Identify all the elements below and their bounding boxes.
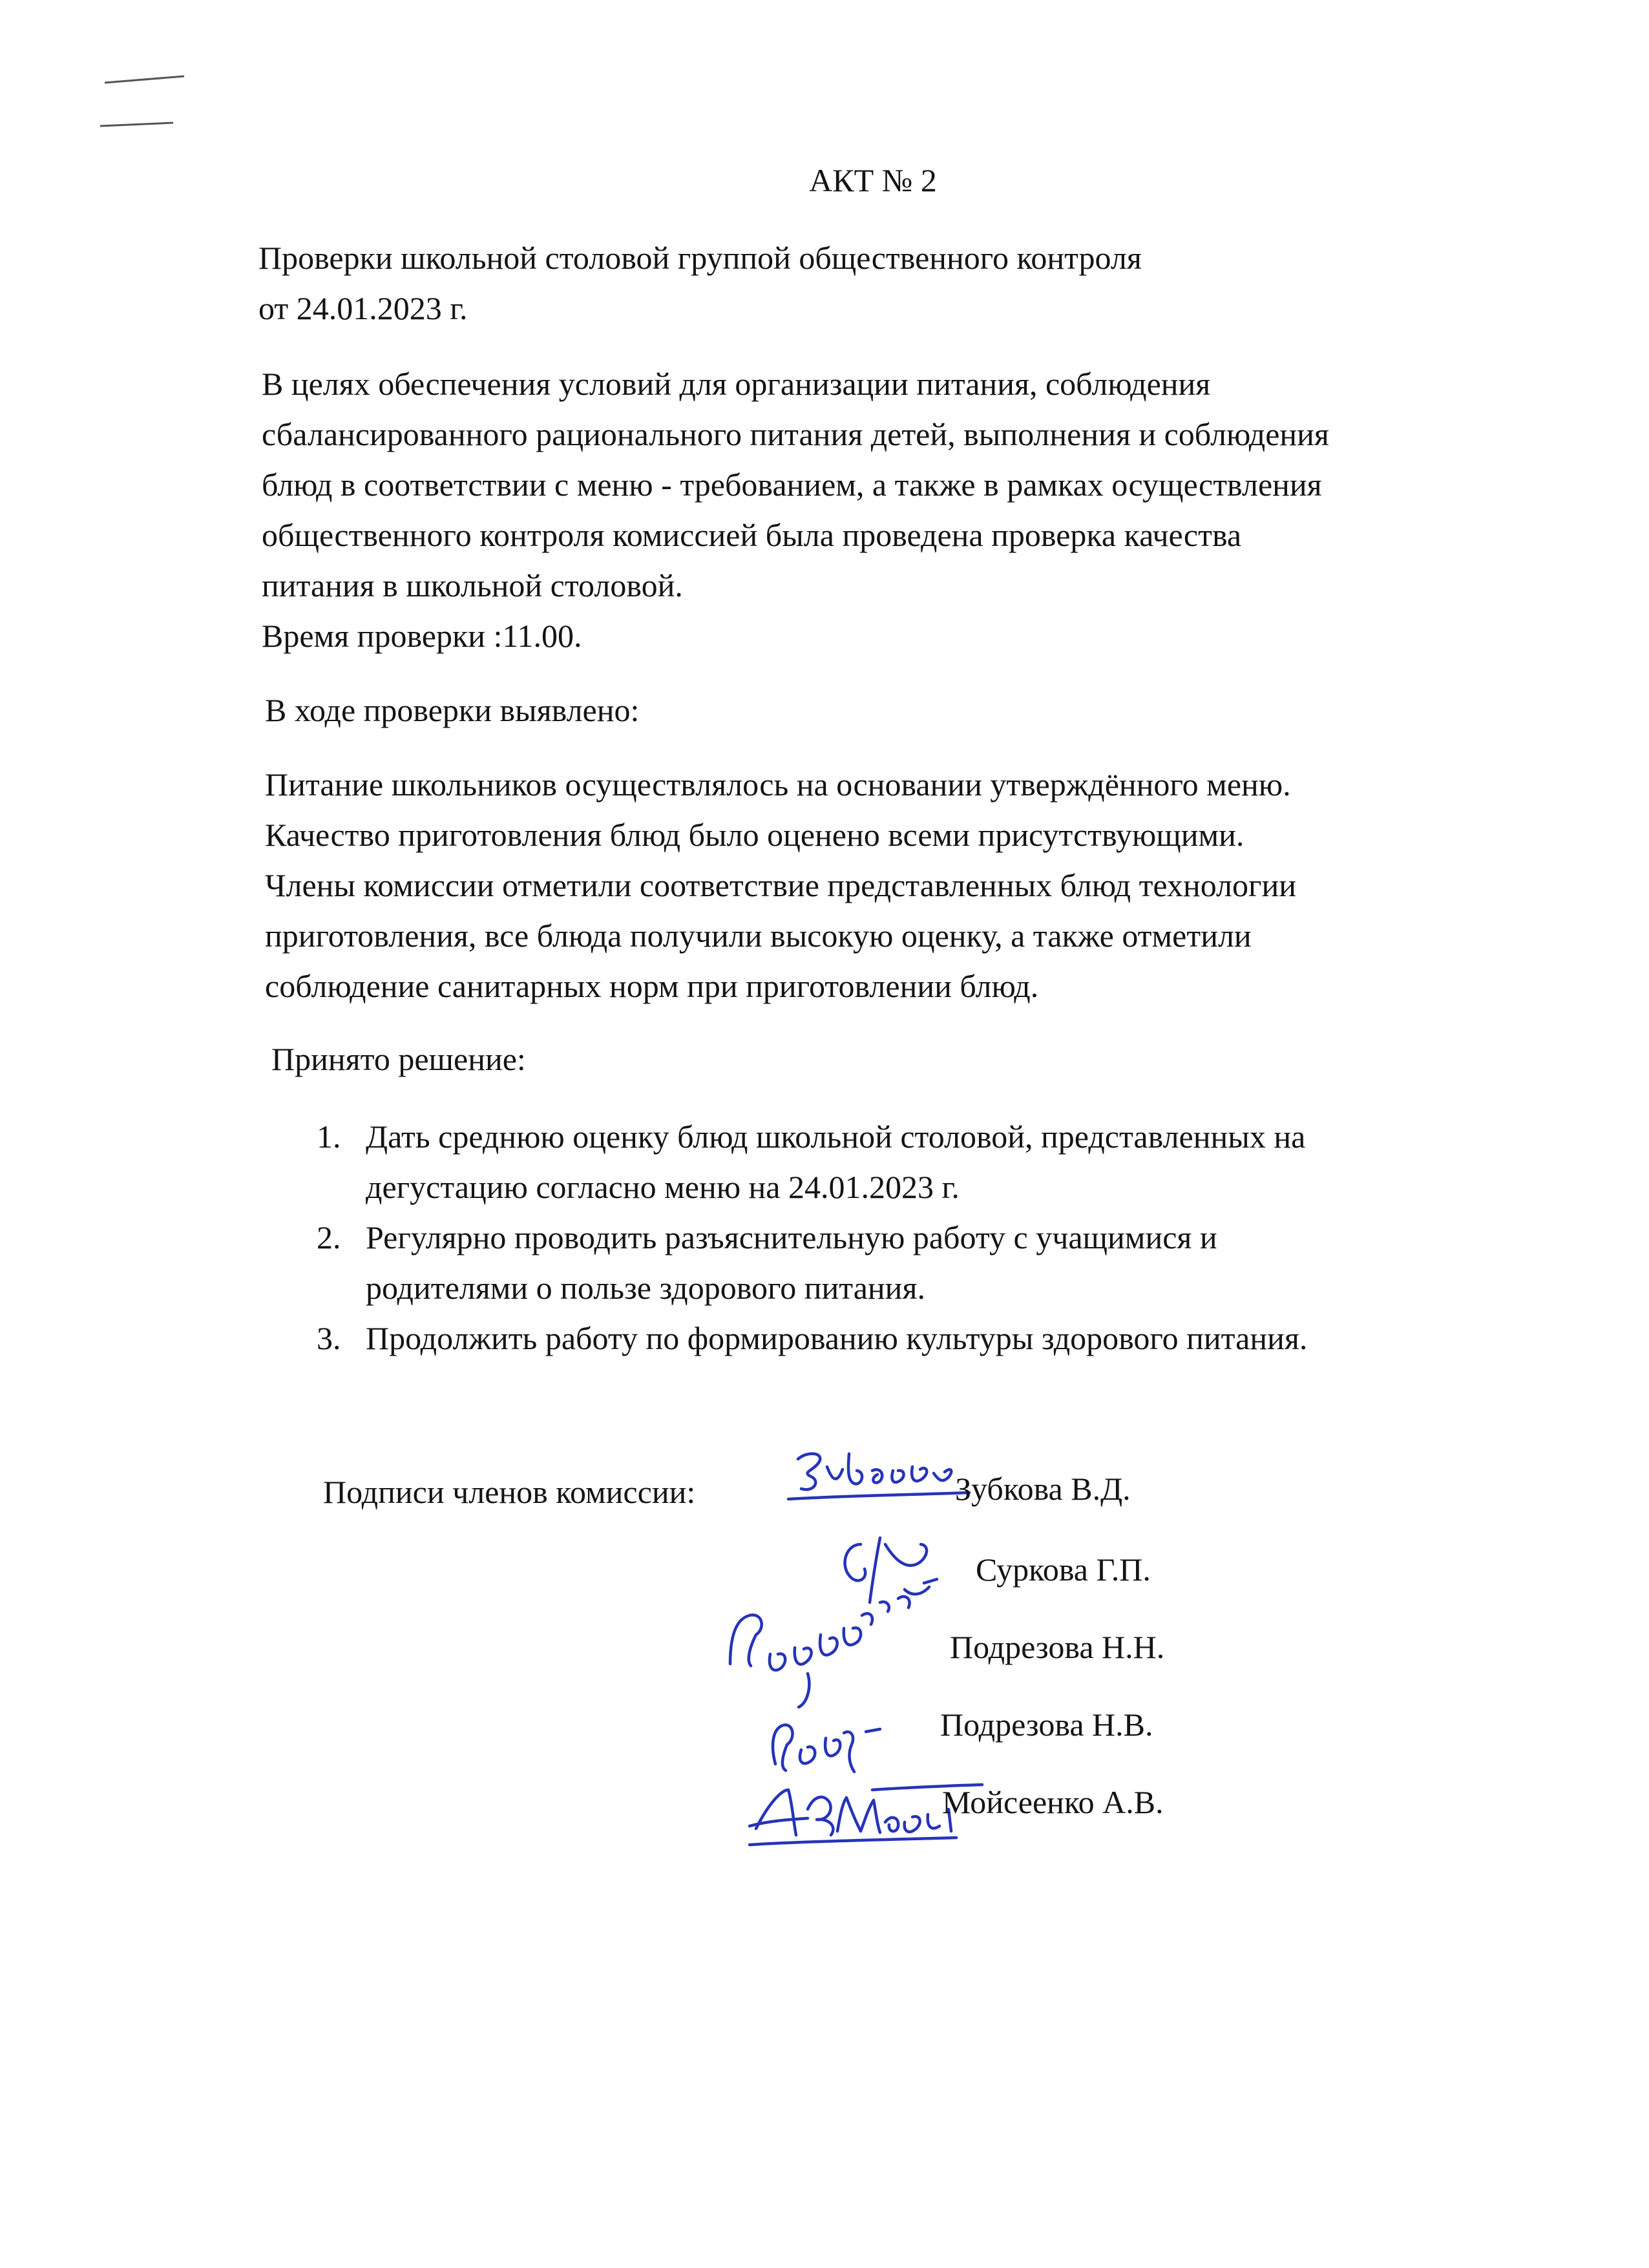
decision-item (317, 1212, 1307, 1313)
signatory-name: Подрезова Н.В. (940, 1706, 1153, 1743)
subtitle-line: от 24.01.2023 г. (258, 290, 468, 326)
findings-line: Качество приготовления блюд было оценено всеми присутствующими. (265, 817, 1245, 853)
document-subtitle (258, 233, 1142, 333)
findings-paragraph (265, 759, 1296, 1011)
decision-item (317, 1313, 1307, 1363)
signatory-name: Мойсеенко А.В. (942, 1784, 1164, 1820)
intro-line: блюд в соответствии с меню - требованием, а также в рамках осуществления (262, 467, 1322, 503)
intro-line: общественного контроля комиссией была проведена проверка качества (262, 517, 1242, 553)
check-time: Время проверки :11.00. (262, 618, 582, 654)
decision-line: Дать среднюю оценку блюд школьной столовой, представленных на (366, 1118, 1306, 1155)
intro-line: В целях обеспечения условий для организации питания, соблюдения (262, 366, 1211, 402)
findings-line: Питание школьников осуществлялось на основании утверждённого меню. (265, 766, 1291, 803)
findings-line: соблюдение санитарных норм при приготовлении блюд. (265, 968, 1039, 1004)
signatures-label: Подписи членов комиссии: (323, 1474, 696, 1510)
decision-line: дегустацию согласно меню на 24.01.2023 г. (366, 1169, 960, 1205)
signature-surkova (845, 1538, 929, 1602)
findings-line: приготовления, все блюда получили высокую оценку, а также отметили (265, 918, 1252, 954)
signature-zubkova (788, 1454, 969, 1499)
corner-mark-lines (97, 65, 187, 136)
signatory-name: Подрезова Н.Н. (950, 1629, 1165, 1665)
signature-podrezova-nv (773, 1725, 880, 1772)
intro-line: сбалансированного рационального питания детей, выполнения и соблюдения (262, 416, 1329, 452)
intro-line: питания в школьной столовой. (262, 567, 683, 604)
signature-podrezova-nn (730, 1579, 937, 1707)
decision-item (317, 1111, 1307, 1212)
decision-number: 2. (317, 1219, 341, 1255)
decision-line: Продолжить работу по формированию культуры здорового питания. (366, 1320, 1308, 1356)
signatory-name: Суркова Г.П. (976, 1551, 1151, 1588)
decision-list (317, 1111, 1307, 1363)
decision-line: родителями о пользе здорового питания. (366, 1270, 925, 1306)
signatory-name: Зубкова В.Д. (955, 1471, 1131, 1507)
decision-heading: Принято решение: (271, 1041, 526, 1077)
decision-number: 3. (317, 1320, 341, 1356)
intro-paragraph (262, 359, 1329, 661)
subtitle-line: Проверки школьной столовой группой общественного контроля (258, 240, 1142, 276)
findings-line: Члены комиссии отметили соответствие представленных блюд технологии (265, 867, 1297, 903)
findings-heading: В ходе проверки выявлено: (265, 692, 640, 728)
decision-number: 1. (317, 1118, 341, 1155)
document-title: АКТ № 2 (809, 162, 937, 198)
decision-line: Регулярно проводить разъяснительную работу с учащимися и (366, 1219, 1217, 1255)
